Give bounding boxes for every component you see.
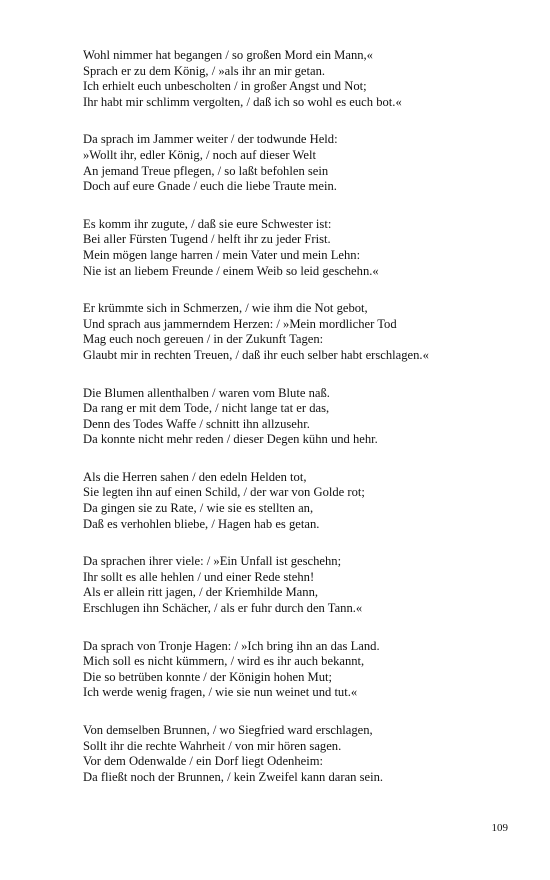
verse-line: Nie ist an liebem Freunde / einem Weib so leid geschehn.« <box>83 263 379 278</box>
verse-line: Wohl nimmer hat begangen / so großen Mord ein Mann,« <box>83 48 373 62</box>
verse-line: »Wollt ihr, edler König, / noch auf dieser Welt <box>83 147 316 162</box>
verse-line: Ihr sollt es alle hehlen / und einer Rede stehn! <box>83 569 315 584</box>
stanza-2 <box>83 132 523 194</box>
verse-line: Es komm ihr zugute, / daß sie eure Schwester ist: <box>83 216 332 231</box>
stanza-9 <box>83 723 523 785</box>
verse-line: Ihr habt mir schlimm vergolten, / daß ich so wohl es euch bot.« <box>83 94 402 109</box>
verse-line: Da rang er mit dem Tode, / nicht lange tat er das, <box>83 401 330 416</box>
stanza-7 <box>83 554 523 616</box>
verse-line: An jemand Treue pflegen, / so laßt befohlen sein <box>83 163 329 178</box>
verse-line: Daß es verhohlen bliebe, / Hagen hab es getan. <box>83 516 320 531</box>
verse-line: Sie legten ihn auf einen Schild, / der war von Golde rot; <box>83 485 365 500</box>
verse-line: Da sprachen ihrer viele: / »Ein Unfall ist geschehn; <box>83 554 342 569</box>
verse-line: Sollt ihr die rechte Wahrheit / von mir hören sagen. <box>83 738 342 753</box>
verse-line: Glaubt mir in rechten Treuen, / daß ihr euch selber habt erschlagen.« <box>83 347 429 362</box>
verse-line: Denn des Todes Waffe / schnitt ihn allzusehr. <box>83 416 310 431</box>
verse-line: Die Blumen allenthalben / waren vom Blute naß. <box>83 385 330 400</box>
verse-line: Die so betrüben konnte / der Königin hohen Mut; <box>83 669 333 684</box>
verse-line: Da gingen sie zu Rate, / wie sie es stellten an, <box>83 501 314 516</box>
verse-line: Vor dem Odenwalde / ein Dorf liegt Odenheim: <box>83 754 324 769</box>
stanza-8 <box>83 639 523 701</box>
verse-line: Er krümmte sich in Schmerzen, / wie ihm die Not gebot, <box>83 301 368 316</box>
stanza-1 <box>83 48 523 110</box>
verse-line: Da konnte nicht mehr reden / dieser Degen kühn und hehr. <box>83 432 378 447</box>
poem-body <box>83 48 523 807</box>
verse-line: Da sprach von Tronje Hagen: / »Ich bring ihn an das Land. <box>83 638 380 653</box>
verse-line: Sprach er zu dem König, / »als ihr an mir getan. <box>83 63 326 78</box>
verse-line: Mich soll es nicht kümmern, / wird es ihr auch bekannt, <box>83 654 365 669</box>
verse-line: Mein mögen lange harren / mein Vater und mein Lehn: <box>83 247 361 262</box>
verse-line: Mag euch noch gereuen / in der Zukunft Tagen: <box>83 332 324 347</box>
verse-line: Und sprach aus jammerndem Herzen: / »Mein mordlicher Tod <box>83 316 397 331</box>
verse-line: Bei aller Fürsten Tugend / helft ihr zu jeder Frist. <box>83 232 331 247</box>
page-number: 109 <box>491 822 508 834</box>
verse-line: Da sprach im Jammer weiter / der todwunde Held: <box>83 132 338 147</box>
verse-line: Als die Herren sahen / den edeln Helden tot, <box>83 469 307 484</box>
verse-line: Erschlugen ihn Schächer, / als er fuhr durch den Tann.« <box>83 601 363 616</box>
verse-line: Ich werde wenig fragen, / wie sie nun weinet und tut.« <box>83 685 358 700</box>
verse-line: Von demselben Brunnen, / wo Siegfried ward erschlagen, <box>83 723 373 737</box>
stanza-6 <box>83 470 523 532</box>
stanza-4 <box>83 301 523 363</box>
verse-line: Als er allein ritt jagen, / der Kriemhilde Mann, <box>83 585 319 600</box>
stanza-5 <box>83 386 523 448</box>
verse-line: Doch auf eure Gnade / euch die liebe Traute mein. <box>83 179 337 194</box>
verse-line: Ich erhielt euch unbescholten / in großer Angst und Not; <box>83 79 367 94</box>
stanza-3 <box>83 217 523 279</box>
verse-line: Da fließt noch der Brunnen, / kein Zweifel kann daran sein. <box>83 769 384 784</box>
